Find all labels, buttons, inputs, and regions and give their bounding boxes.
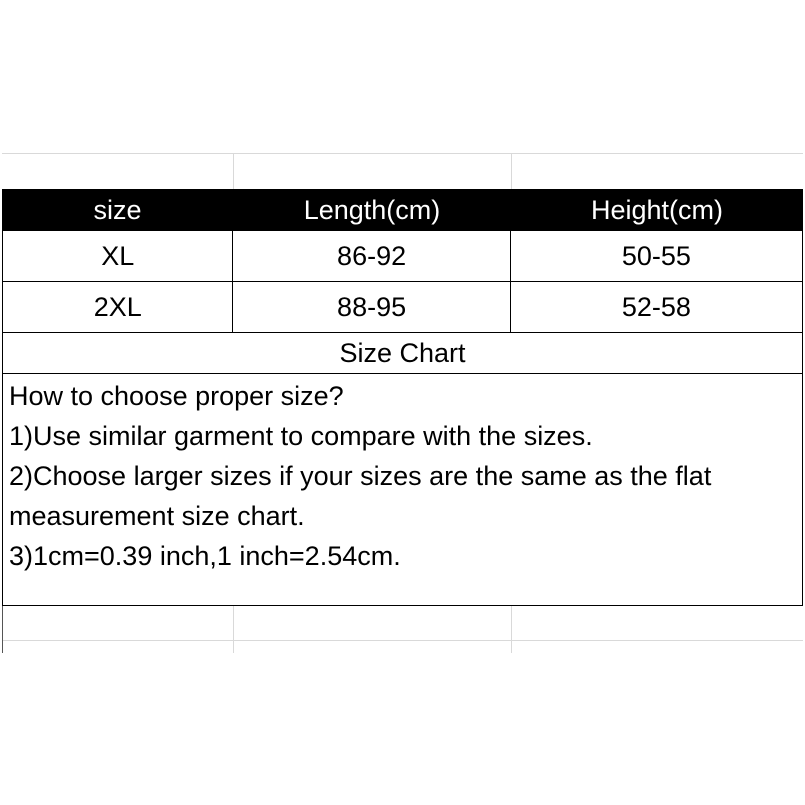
table-body xyxy=(2,231,803,606)
gridline xyxy=(2,153,803,154)
gridline xyxy=(2,640,803,641)
gridline xyxy=(2,606,3,653)
gridline xyxy=(511,606,512,653)
cell-size: 2XL xyxy=(3,282,233,332)
gridline xyxy=(233,606,234,653)
cell-length: 88-95 xyxy=(233,282,510,332)
note-line: 2)Choose larger sizes if your sizes are the same as the flat measurement size chart. xyxy=(9,461,712,531)
table-row xyxy=(3,282,802,333)
cell-height: 50-55 xyxy=(621,240,691,271)
note-line: 1)Use similar garment to compare with the sizes. xyxy=(9,421,593,451)
gridline xyxy=(233,153,234,189)
table-header-row xyxy=(2,189,803,231)
note-line: 3)1cm=0.39 inch,1 inch=2.54cm. xyxy=(9,541,401,571)
header-length: Length(cm) xyxy=(303,194,441,225)
header-size: size xyxy=(93,194,142,225)
cell-length: 86-92 xyxy=(233,231,510,281)
cell-height: 52-58 xyxy=(621,291,691,322)
size-guide-notes xyxy=(3,374,802,606)
note-line: How to choose proper size? xyxy=(9,381,344,411)
table-caption: Size Chart xyxy=(3,333,802,374)
table-row xyxy=(3,231,802,282)
header-height: Height(cm) xyxy=(590,194,724,225)
gridline xyxy=(511,153,512,189)
cell-size: XL xyxy=(3,231,233,281)
size-chart-table xyxy=(2,189,803,606)
